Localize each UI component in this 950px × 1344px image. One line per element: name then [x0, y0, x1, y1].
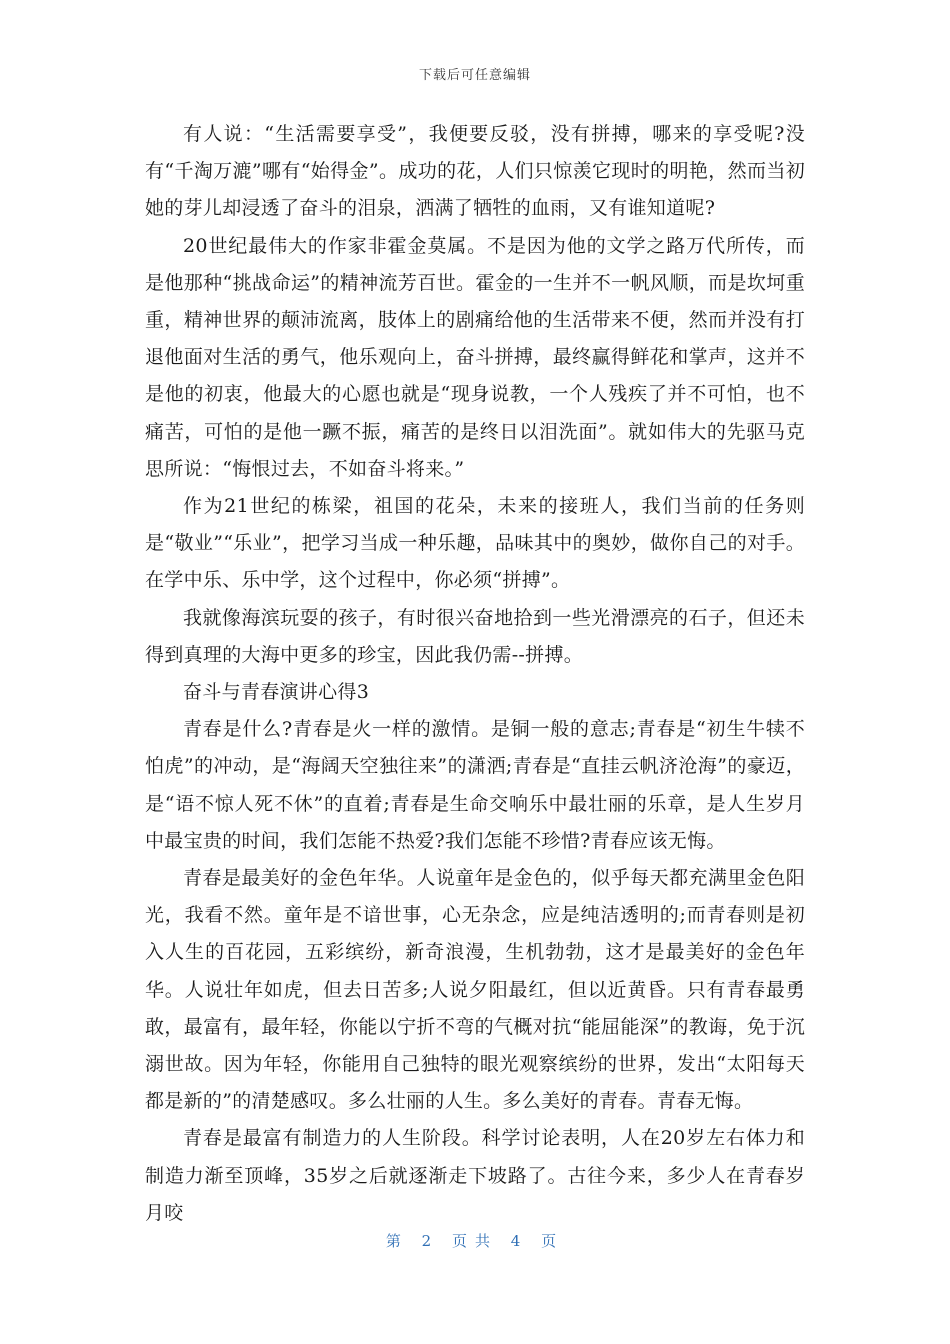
paragraph: 青春是最富有制造力的人生阶段。科学讨论表明，人在20岁左右体力和制造力渐至顶峰，35岁之后就逐渐走下坡路了。古往今来，多少人在青春岁月咬	[145, 1127, 805, 1224]
paragraph: 青春是最美好的金色年华。人说童年是金色的，似乎每天都充满里金色阳光，我看不然。童年是不谙世事，心无杂念，应是纯洁透明的;而青春则是初入人生的百花园，五彩缤纷，新奇浪漫，生机勃勃，这才是最美好的金色年华。人说壮年如虎，但去日苦多;人说夕阳最红，但以近黄昏。只有青春最勇敢，最富有，最年轻，你能以宁折不弯的气概对抗“能屈能深”的教诲，免于沉溺世故。因为年轻，你能用自己独特的眼光观察缤纷的世界，发出“太阳每天都是新的”的清楚感叹。多么壮丽的人生。多么美好的青春。青春无悔。	[145, 867, 805, 1113]
paragraph: 20世纪最伟大的作家非霍金莫属。不是因为他的文学之路万代所传，而是他那种“挑战命运”的精神流芳百世。霍金的一生并不一帆风顺，而是坎坷重重，精神世界的颠沛流离，肢体上的剧痛给他的生活带来不便，然而并没有打退他面对生活的勇气，他乐观向上，奋斗拼搏，最终赢得鲜花和掌声，这并不是他的初衷，他最大的心愿也就是“现身说教，一个人残疾了并不可怕，也不痛苦，可怕的是他一蹶不振，痛苦的是终日以泪洗面”。就如伟大的先驱马克思所说：“悔恨过去，不如奋斗将来。”	[145, 234, 805, 480]
section-heading: 奋斗与青春演讲心得3	[183, 681, 370, 704]
paragraph: 青春是什么?青春是火一样的激情。是铜一般的意志;青春是“初生牛犊不怕虎”的冲动，是“海阔天空独往来”的潇洒;青春是“直挂云帆济沧海”的豪迈，是“语不惊人死不休”的直着;青春是生命交响乐中最壮丽的乐章，是人生岁月中最宝贵的时间，我们怎能不热爱?我们怎能不珍惜?青春应该无悔。	[145, 718, 805, 852]
page-number: 第 2 页共 4 页	[385, 1232, 565, 1250]
document-body	[145, 116, 805, 1232]
paragraph: 我就像海滨玩耍的孩子，有时很兴奋地拾到一些光滑漂亮的石子，但还未得到真理的大海中更多的珍宝，因此我仍需--拼搏。	[145, 606, 805, 666]
paragraph: 作为21世纪的栋梁，祖国的花朵，未来的接班人，我们当前的任务则是“敬业”“乐业”，把学习当成一种乐趣，品味其中的奥妙，做你自己的对手。在学中乐、乐中学，这个过程中，你必须“拼搏”。	[145, 495, 805, 592]
paragraph: 有人说：“生活需要享受”，我便要反驳，没有拼搏，哪来的享受呢?没有“千淘万漉”哪有“始得金”。成功的花，人们只惊羡它现时的明艳，然而当初她的芽儿却浸透了奋斗的泪泉，洒满了牺牲的血雨，又有谁知道呢?	[145, 123, 805, 220]
page-header: 下载后可任意编辑	[418, 68, 531, 83]
